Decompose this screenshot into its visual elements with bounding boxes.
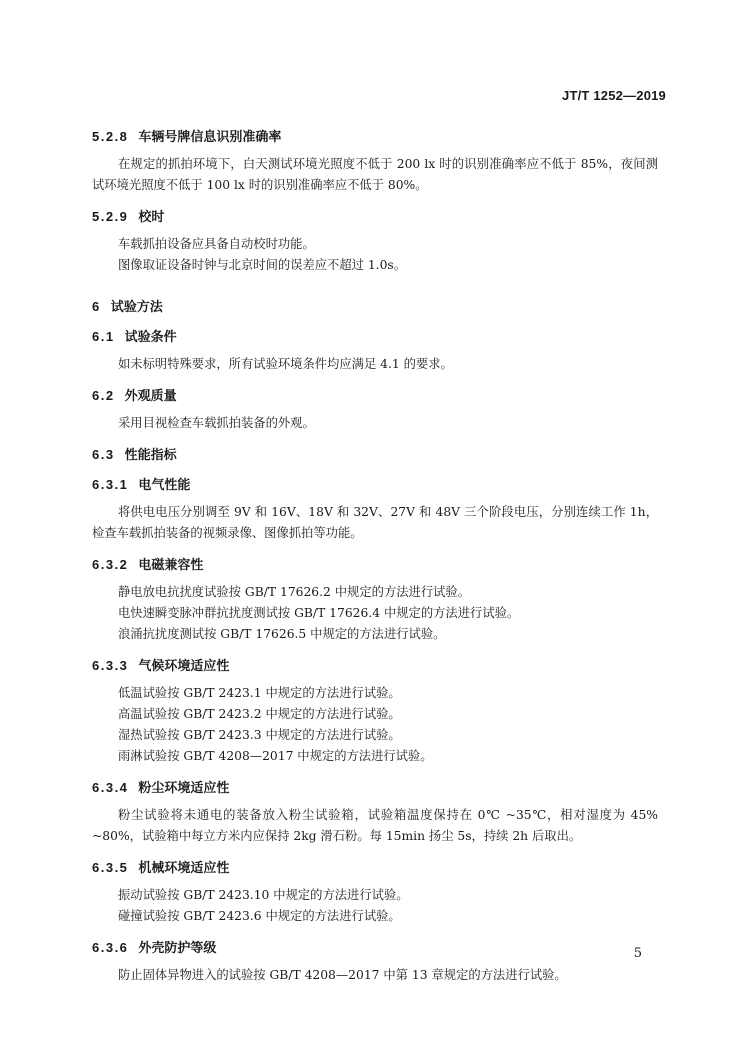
- paragraph: 如未标明特殊要求，所有试验环境条件均应满足 4.1 的要求。: [118, 357, 453, 371]
- section-title: 车辆号牌信息识别准确率: [138, 129, 282, 144]
- section-title: 电气性能: [138, 477, 191, 492]
- section-heading-6: [92, 298, 658, 316]
- section-number: 6.2: [92, 388, 115, 403]
- section-heading-6-3-3: [92, 657, 658, 675]
- paragraph: 车载抓拍设备应具备自动校时功能。: [118, 237, 315, 251]
- paragraph: 将供电电压分别调至 9V 和 16V、18V 和 32V、27V 和 48V 三个阶段电压，分别连续工作 1h，检查车载抓拍装备的视频录像、图像抓拍等功能。: [92, 505, 658, 540]
- section-title: 电磁兼容性: [138, 557, 204, 572]
- paragraph: 静电放电抗扰度试验按 GB/T 17626.2 中规定的方法进行试验。: [118, 585, 471, 599]
- section-heading-6-3-4: [92, 779, 658, 797]
- paragraph: 采用目视检查车载抓拍装备的外观。: [118, 416, 315, 430]
- section-number: 6.3.4: [92, 780, 129, 795]
- paragraph: 振动试验按 GB/T 2423.10 中规定的方法进行试验。: [118, 888, 409, 902]
- section-title: 外壳防护等级: [138, 940, 217, 955]
- section-heading-6-3-5: [92, 859, 658, 877]
- paragraph: 图像取证设备时钟与北京时间的误差应不超过 1.0s。: [118, 258, 407, 272]
- paragraph: 碰撞试验按 GB/T 2423.6 中规定的方法进行试验。: [118, 909, 401, 923]
- paragraph: 浪涌抗扰度测试按 GB/T 17626.5 中规定的方法进行试验。: [118, 627, 446, 641]
- section-heading-6-1: [92, 328, 658, 346]
- page-number: 5: [633, 946, 642, 961]
- section-heading-6-3: [92, 446, 658, 464]
- section-number: 6.3.5: [92, 860, 129, 875]
- section-title: 试验条件: [124, 329, 177, 344]
- section-number: 6.3.2: [92, 557, 129, 572]
- section-heading-6-3-1: [92, 476, 658, 494]
- section-number: 5.2.8: [92, 129, 129, 144]
- paragraph: 高温试验按 GB/T 2423.2 中规定的方法进行试验。: [118, 707, 401, 721]
- paragraph: 雨淋试验按 GB/T 4208—2017 中规定的方法进行试验。: [118, 749, 433, 763]
- paragraph: 电快速瞬变脉冲群抗扰度测试按 GB/T 17626.4 中规定的方法进行试验。: [118, 606, 520, 620]
- paragraph: 防止固体异物进入的试验按 GB/T 4208—2017 中第 13 章规定的方法进行试验。: [118, 968, 567, 982]
- section-heading-5-2-9: [92, 208, 658, 226]
- section-heading-6-2: [92, 387, 658, 405]
- section-number: 6: [92, 299, 101, 314]
- document-code: JT/T 1252—2019: [562, 88, 666, 103]
- section-title: 机械环境适应性: [138, 860, 230, 875]
- section-number: 6.1: [92, 329, 115, 344]
- section-title: 外观质量: [124, 388, 177, 403]
- document-body: [92, 128, 658, 986]
- paragraph: 在规定的抓拍环境下，白天测试环境光照度不低于 200 lx 时的识别准确率应不低于 85%，夜间测试环境光照度不低于 100 lx 时的识别准确率应不低于 80%。: [92, 157, 658, 192]
- section-title: 性能指标: [124, 447, 177, 462]
- section-number: 6.3: [92, 447, 115, 462]
- section-title: 气候环境适应性: [138, 658, 230, 673]
- section-heading-6-3-6: [92, 939, 658, 957]
- paragraph: 粉尘试验将未通电的装备放入粉尘试验箱，试验箱温度保持在 0℃ ~35℃，相对湿度为 45% ~80%，试验箱中每立方米内应保持 2kg 滑石粉。每 15min 扬尘 5s，持续 2h 后取出。: [92, 808, 658, 843]
- section-heading-5-2-8: [92, 128, 658, 146]
- paragraph: 低温试验按 GB/T 2423.1 中规定的方法进行试验。: [118, 686, 401, 700]
- section-title: 粉尘环境适应性: [138, 780, 230, 795]
- paragraph: 湿热试验按 GB/T 2423.3 中规定的方法进行试验。: [118, 728, 401, 742]
- section-title: 校时: [138, 209, 165, 224]
- section-number: 6.3.3: [92, 658, 129, 673]
- section-number: 6.3.6: [92, 940, 129, 955]
- section-heading-6-3-2: [92, 556, 658, 574]
- section-title: 试验方法: [110, 299, 163, 314]
- section-number: 5.2.9: [92, 209, 129, 224]
- section-number: 6.3.1: [92, 477, 129, 492]
